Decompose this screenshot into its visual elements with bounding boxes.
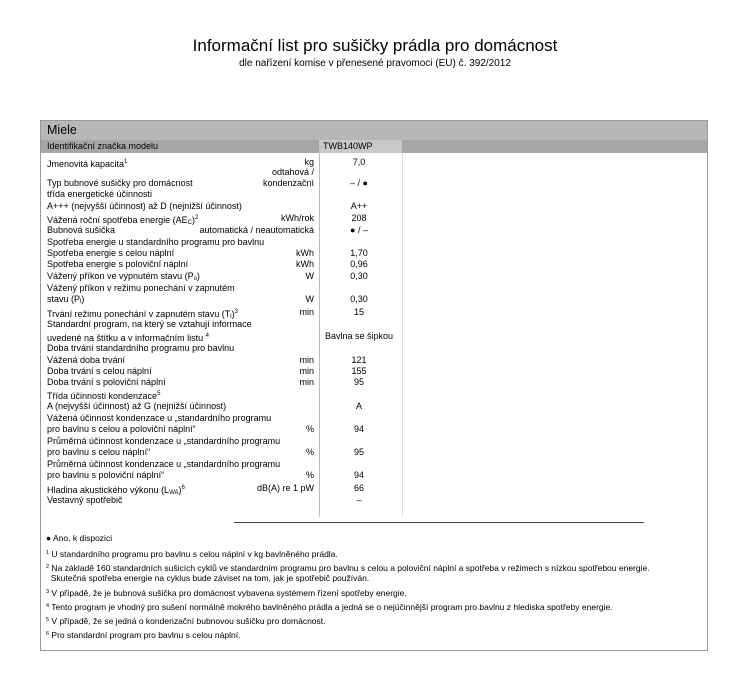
- model-row: [41, 140, 707, 153]
- spec-label: Průměrná účinnost kondenzace u „standardního programu: [47, 459, 281, 469]
- spec-unit: kWh/rok: [280, 213, 314, 223]
- spec-value: 95: [353, 447, 364, 457]
- spec-label: Spotřeba energie u standardního programu pro bavlnu: [47, 237, 265, 247]
- column-divider: [319, 153, 320, 517]
- spec-unit: %: [305, 447, 314, 457]
- spec-value: Bavlna se šipkou: [324, 331, 394, 341]
- spec-label: Vážená roční spotřeba energie (AEC)$^2$: [47, 215, 199, 226]
- spec-value: 121: [351, 355, 367, 365]
- spec-value: 0,96: [350, 259, 368, 269]
- spec-unit: min: [299, 377, 314, 387]
- spec-label: Vážená doba trvání: [47, 355, 126, 365]
- spec-value: 0,30: [350, 294, 368, 304]
- spec-unit: kWh: [296, 259, 314, 269]
- spec-unit: dB(A) re 1 pW: [256, 483, 314, 493]
- spec-unit: min: [299, 307, 314, 317]
- spec-unit: %: [305, 470, 314, 480]
- spec-value: – / ●: [350, 178, 368, 188]
- spec-label: Třída účinnosti kondenzace$^5$: [47, 391, 161, 401]
- spec-label: Spotřeba energie s poloviční náplní: [47, 259, 189, 269]
- spec-label: Doba trvání standardního programu pro bavlnu: [47, 343, 235, 353]
- footnote: $^3$ V případě, že je bubnová sušička pro domácnost vybavena systémem řízení spotřeby energie.: [46, 588, 407, 598]
- spec-unit: W: [305, 271, 314, 281]
- spec-value: A: [355, 401, 362, 411]
- spec-label: třída energetické účinnosti: [47, 189, 153, 199]
- spec-unit: automatická / neautomatická: [199, 225, 314, 235]
- spec-label: Vážený příkon ve vypnutém stavu (Po): [47, 271, 200, 282]
- spec-value: 208: [351, 213, 367, 223]
- spec-value: 1,70: [350, 248, 368, 258]
- spec-label: Doba trvání s celou náplní: [47, 366, 152, 376]
- column-divider: [402, 153, 403, 517]
- spec-unit: kg: [304, 157, 314, 167]
- spec-unit: kWh: [296, 248, 314, 258]
- spec-label: Trvání režimu ponechání v zapnutém stavu $(Tl)^3$: [47, 309, 238, 320]
- brand-name: Miele: [41, 121, 707, 140]
- page-title: Informační list pro sušičky prádla pro domácnost: [192, 36, 558, 55]
- spec-unit: odtahová /: [271, 167, 314, 177]
- spec-label: Vestavný spotřebič: [47, 495, 123, 505]
- spec-value: 155: [351, 366, 367, 376]
- spec-value: ● / –: [350, 225, 368, 235]
- spec-value: 15: [353, 307, 364, 317]
- spec-value: –: [356, 495, 362, 505]
- spec-label: Hladina akustického výkonu (LWA)$^6$: [47, 485, 185, 496]
- page-subtitle: dle nařízení komise v přenesené pravomoci (EU) č. 392/2012: [239, 58, 511, 69]
- footnote: $^6$ Pro standardní program pro bavlnu s celou náplní.: [46, 630, 241, 640]
- spec-unit: min: [299, 355, 314, 365]
- spec-label: uvedené na štítku a v informačním listu $^4$: [47, 333, 209, 343]
- model-label: Identifikační značka modelu: [47, 141, 159, 151]
- spec-value: 7,0: [352, 157, 366, 167]
- spec-label: pro bavlnu s celou náplní“: [47, 447, 151, 457]
- spec-label: A (nejvyšší účinnost) až G (nejnižší účinnost): [47, 401, 227, 411]
- spec-label: pro bavlnu s celou a poloviční náplní“: [47, 424, 196, 434]
- spec-unit: kondenzační: [262, 178, 314, 188]
- spec-unit: %: [305, 424, 314, 434]
- spec-unit: min: [299, 366, 314, 376]
- footnote: Skutečná spotřeba energie na cyklus bude záviset na tom, jak je spotřebič používán.: [46, 573, 370, 583]
- footnote: $^1$ U standardního programu pro bavlnu s celou náplní v kg bavlněného prádla.: [46, 549, 338, 559]
- model-value: TWB140WP: [319, 140, 402, 153]
- spec-label: Vážený příkon v režimu ponechání v zapnutém: [47, 283, 235, 293]
- spec-label: pro bavlnu s poloviční náplní“: [47, 470, 165, 480]
- info-sheet: [40, 120, 708, 651]
- spec-value: 95: [353, 377, 364, 387]
- spec-label: Bubnová sušička: [47, 225, 116, 235]
- spec-label: Spotřeba energie s celou náplní: [47, 248, 175, 258]
- footnote: $^2$ Na základě 160 standardních sušicích cyklů ve standardním programu pro bavlnu s celou a poloviční náplní a spotřeba v režimech s nízkou spotřebou energie.: [46, 563, 650, 573]
- footnote: $^5$ V případě, že se jedná o kondenzační bubnovou sušičku pro domácnost.: [46, 616, 326, 626]
- spec-label: A+++ (nejvyšší účinnost) až D (nejnižší účinnost): [47, 201, 242, 211]
- spec-label: stavu (Pl): [47, 294, 85, 305]
- spec-label: Vážená účinnost kondenzace u „standardního programu: [47, 413, 272, 423]
- spec-value: 94: [353, 424, 364, 434]
- spec-value: 0,30: [350, 271, 368, 281]
- footnote: ● Ano, k dispozici: [46, 533, 113, 543]
- spec-label: Standardní program, na který se vztahují informace: [47, 319, 252, 329]
- spec-value: 94: [353, 470, 364, 480]
- spec-value: A++: [350, 201, 368, 211]
- spec-label: Typ bubnové sušičky pro domácnost: [47, 178, 193, 188]
- footnote: $^4$ Tento program je vhodný pro sušení normálně mokrého bavlněného prádla a jedná se o nejúčinnější program pro bavlnu z hlediska spotřeby energie.: [46, 602, 613, 612]
- spec-value: 66: [353, 483, 364, 493]
- table-bottom-rule: [234, 522, 644, 523]
- spec-label: Jmenovitá kapacita$^1$: [47, 159, 128, 169]
- spec-label: Doba trvání s poloviční náplní: [47, 377, 166, 387]
- spec-unit: W: [305, 294, 314, 304]
- spec-label: Průměrná účinnost kondenzace u „standardního programu: [47, 436, 281, 446]
